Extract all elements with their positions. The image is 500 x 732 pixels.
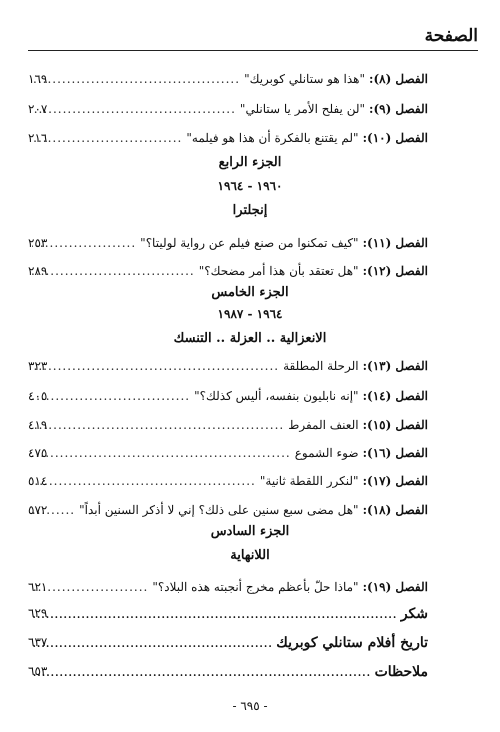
chapter-label: الفصل (١٨): (362, 503, 428, 517)
dot-leader (32, 359, 279, 373)
page-number: ٤٧٥ (28, 446, 48, 460)
toc-entry-ch8[interactable] (28, 72, 428, 86)
dot-leader (32, 580, 148, 594)
dot-leader (32, 131, 182, 145)
chapter-title: "لنكرر اللقطة ثانية" (259, 474, 359, 488)
part-6-title: الجزء السادس (210, 524, 290, 539)
chapter-title: "كيف تمكنوا من صنع فيلم عن رواية لوليتا؟" (140, 236, 359, 250)
chapter-label: الفصل (١٧): (362, 474, 428, 488)
page-number: ٥١٤ (28, 474, 48, 488)
part-5-years: ١٩٦٤ - ١٩٨٧ (217, 307, 283, 321)
toc-entry-ch16[interactable] (28, 446, 428, 460)
chapter-label: الفصل (١٣): (362, 359, 428, 373)
toc-entry-ch9[interactable] (28, 102, 428, 116)
chapter-title: "هذا هو ستانلي كوبريك" (244, 72, 366, 86)
header-divider (28, 50, 478, 51)
backmatter-title: ملاحظات (374, 664, 428, 680)
page-number: ٢٠٧ (28, 102, 48, 116)
toc-entry-ch11[interactable] (28, 236, 428, 250)
page-number: ٦٢٩ (28, 606, 48, 620)
backmatter-title: شكر (400, 606, 428, 622)
page-number: ٤١٩ (28, 418, 48, 432)
chapter-label: الفصل (١٩): (362, 580, 428, 594)
dot-leader (32, 102, 236, 116)
chapter-title: "إنه نابليون بنفسه، أليس كذلك؟" (194, 389, 359, 403)
part-4-years: ١٩٦٠ - ١٩٦٤ (217, 179, 283, 193)
toc-entry-ch15[interactable] (28, 418, 428, 432)
dot-leader (32, 635, 272, 651)
toc-entry-ch13[interactable] (28, 359, 428, 373)
chapter-title: "هل مضى سبع سنين على ذلك؟ إني لا أذكر السنين أبداً" (79, 503, 359, 517)
dot-leader (32, 664, 371, 680)
chapter-title: "هل تعتقد بأن هذا أمر مضحك؟" (198, 264, 359, 278)
part-4-subtitle: إنجلترا (232, 203, 268, 218)
chapter-title: "لن يفلح الأمر يا ستانلي" (239, 102, 366, 116)
chapter-label: الفصل (١٢): (362, 264, 428, 278)
page-column-header: الصفحة (424, 26, 478, 46)
chapter-label: الفصل (١١): (362, 236, 428, 250)
page-number: ٦٢١ (28, 580, 48, 594)
toc-entry-ch10[interactable] (28, 131, 428, 145)
chapter-label: الفصل (١٦): (362, 446, 428, 460)
footer-page-number: - ٦٩٥ - (232, 699, 268, 713)
chapter-label: الفصل (٨): (369, 72, 428, 86)
toc-entry-acknowledgments[interactable] (28, 606, 428, 622)
part-6-subtitle: اللانهاية (230, 548, 270, 563)
dot-leader (32, 606, 397, 622)
part-4-title: الجزء الرابع (218, 155, 282, 170)
page-number: ٣٢٣ (28, 359, 48, 373)
toc-entry-notes[interactable] (28, 664, 428, 680)
chapter-title: الرحلة المطلقة (283, 359, 359, 373)
dot-leader (32, 264, 195, 278)
chapter-label: الفصل (١٤): (362, 389, 428, 403)
page-number: ٦٣٧ (28, 635, 48, 649)
toc-entry-ch12[interactable] (28, 264, 428, 278)
chapter-title: ضوء الشموع (294, 446, 359, 460)
page-number: ٢١٦ (28, 131, 48, 145)
toc-entry-ch19[interactable] (28, 580, 428, 594)
backmatter-title: تاريخ أفلام ستانلي كوبريك (276, 635, 428, 651)
page-number: ٦٥٣ (28, 664, 48, 678)
chapter-label: الفصل (١٥): (362, 418, 428, 432)
toc-entry-ch17[interactable] (28, 474, 428, 488)
dot-leader (32, 446, 291, 460)
page-number: ٤٠٥ (28, 389, 48, 403)
chapter-title: "ماذا حلّ بأعظم مخرج أنجبته هذه البلاد؟" (152, 580, 359, 594)
part-5-title: الجزء الخامس (211, 285, 289, 300)
page-number: ٢٥٣ (28, 236, 48, 250)
page-number: ٢٨٩ (28, 264, 48, 278)
part-5-subtitle: الانعزالية .. العزلة .. التنسك (173, 331, 327, 346)
dot-leader (32, 389, 190, 403)
toc-entry-filmography[interactable] (28, 635, 428, 651)
dot-leader (32, 418, 284, 432)
dot-leader (32, 72, 240, 86)
dot-leader (32, 474, 256, 488)
chapter-title: "لم يقتنع بالفكرة أن هذا هو فيلمه" (186, 131, 359, 145)
chapter-label: الفصل (٩): (369, 102, 428, 116)
chapter-title: العنف المفرط (288, 418, 359, 432)
page-number: ٥٧٢ (28, 503, 48, 517)
dot-leader (32, 236, 136, 250)
page-number: ١٦٩ (28, 72, 48, 86)
toc-entry-ch14[interactable] (28, 389, 428, 403)
chapter-label: الفصل (١٠): (362, 131, 428, 145)
toc-entry-ch18[interactable] (28, 503, 428, 517)
